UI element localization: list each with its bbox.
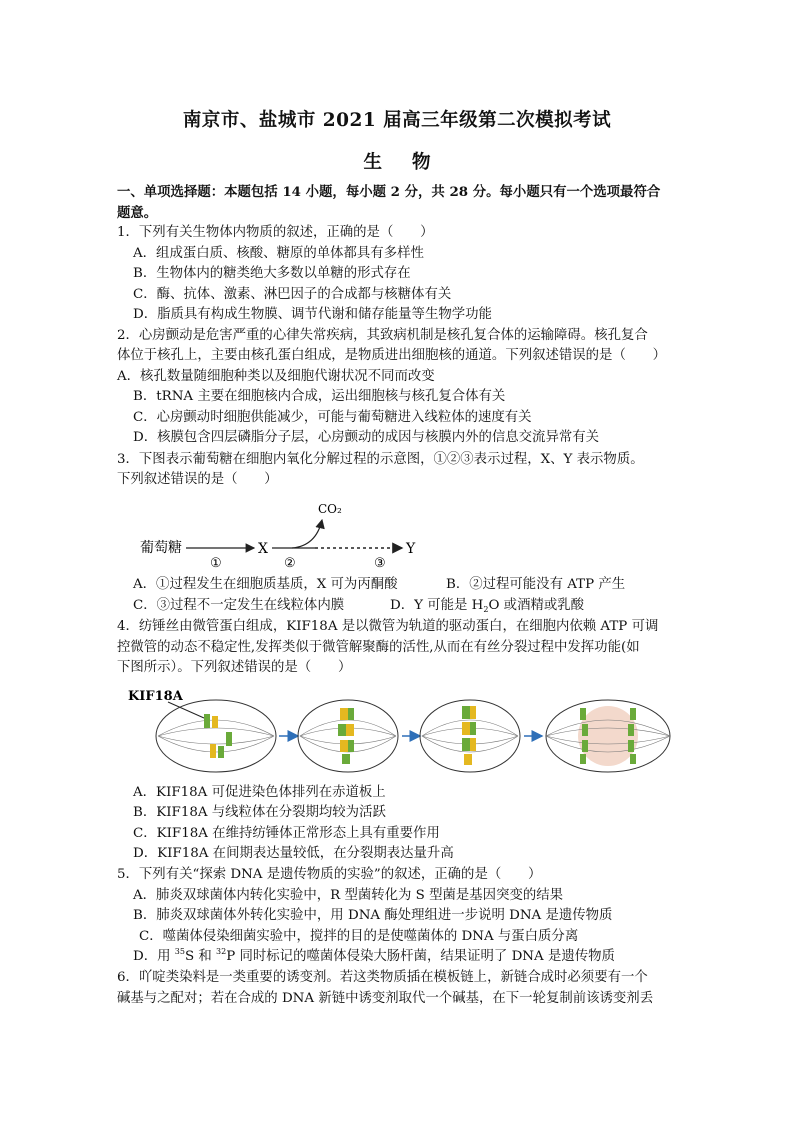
q3-co2-branch-arrow [292, 520, 322, 548]
q1-stem: 1．下列有关生物体内物质的叙述，正确的是（ ） [117, 225, 434, 240]
q4-cell-3 [420, 700, 520, 772]
q4-stem-line1: 4．纺锤丝由微管蛋白组成，KIF18A 是以微管为轨道的驱动蛋白，在细胞内依赖 ATP 可调 [117, 619, 659, 634]
q4-stem-line3: 下图所示）。下列叙述错误的是（ ） [117, 660, 352, 675]
q4-option-b: B．KIF18A 与线粒体在分裂期均较为活跃 [133, 805, 386, 820]
q3-step3-label: ③ [374, 556, 386, 571]
q6-stem-line1: 6．吖啶类染料是一类重要的诱变剂。若这类物质插在模板链上，新链合成时必须要有一个 [117, 970, 648, 985]
q4-mitosis-diagram [126, 684, 686, 780]
q3-step2-label: ② [284, 556, 296, 571]
q2-option-c: C．心房颤动时细胞供能减少，可能与葡萄糖进入线粒体的速度有关 [133, 410, 532, 425]
q3-option-a: A．①过程发生在细胞质基质，X 可为丙酮酸 [133, 577, 398, 592]
section-heading-line2: 题意。 [117, 205, 158, 221]
q4-stem-line2: 控微管的动态不稳定性,发挥类似于微管解聚酶的活性,从而在有丝分裂过程中发挥功能(如 [117, 640, 640, 655]
q3-step1-label: ① [210, 556, 222, 571]
q3-glucose-label: 葡萄糖 [140, 540, 182, 556]
q2-stem-line2: 体位于核孔上，主要由核孔蛋白组成，是物质进出细胞核的通道。下列叙述错误的是（ ） [117, 348, 667, 363]
q3-stem-line1: 3．下图表示葡萄糖在细胞内氧化分解过程的示意图，①②③表示过程，X、Y 表示物质。 [117, 452, 644, 467]
q1-option-c: C．酶、抗体、激素、淋巴因子的合成都与核糖体有关 [133, 287, 452, 302]
q5-stem: 5．下列有关“探索 DNA 是遗传物质的实验”的叙述，正确的是（ ） [117, 867, 542, 882]
q5-option-d: D．用 $^{35}$S 和 $^{32}$P 同时标记的噬菌体侵染大肠杆菌，结果证明了 DNA 是遗传物质 [133, 947, 615, 964]
subject-title: 生物 [363, 152, 461, 173]
q3-option-b: B．②过程可能没有 ATP 产生 [446, 577, 626, 592]
q3-y-label: Y [406, 541, 416, 557]
q1-option-b: B．生物体内的糖类绝大多数以单糖的形式存在 [133, 266, 411, 281]
section-heading-line1: 一、单项选择题：本题包括 14 小题，每小题 2 分，共 28 分。每小题只有一个选项最符合 [117, 184, 661, 200]
q1-option-a: A．组成蛋白质、核酸、糖原的单体都具有多样性 [133, 246, 424, 261]
q2-option-a: A．核孔数量随细胞种类以及细胞代谢状况不同而改变 [117, 369, 435, 384]
q3-option-d: D．Y 可能是 $H_2O$ 或酒精或乳酸 [390, 598, 585, 614]
q4-cell-1 [156, 700, 276, 772]
q3-x-label: X [258, 541, 268, 557]
q4-option-d: D．KIF18A 在间期表达量较低，在分裂期表达量升高 [133, 846, 454, 861]
q3-co2-label: CO₂ [318, 502, 342, 516]
q2-stem-line1: 2．心房颤动是危害严重的心律失常疾病，其致病机制是核孔复合体的运输障碍。核孔复合 [117, 328, 648, 343]
q4-cell-4 [546, 700, 670, 772]
q3-option-c: C．③过程不一定发生在线粒体内膜 [133, 598, 345, 613]
q4-cell-2 [298, 700, 398, 772]
q6-stem-line2: 碱基与之配对；若在合成的 DNA 新链中诱变剂取代一个碱基，在下一轮复制前该诱变剂丢 [117, 991, 654, 1006]
q4-option-c: C．KIF18A 在维持纺锤体正常形态上具有重要作用 [133, 826, 440, 841]
q5-option-a: A．肺炎双球菌体内转化实验中，R 型菌转化为 S 型菌是基因突变的结果 [133, 888, 564, 903]
q5-option-c: C．噬菌体侵染细菌实验中，搅拌的目的是使噬菌体的 DNA 与蛋白质分离 [139, 929, 579, 944]
q4-kif18a-label: KIF18A [128, 689, 183, 704]
q1-option-d: D．脂质具有构成生物膜、调节代谢和储存能量等生物学功能 [133, 307, 492, 322]
q3-glucose-pathway-diagram [140, 496, 440, 574]
q5-option-b: B．肺炎双球菌体外转化实验中，用 DNA 酶处理组进一步说明 DNA 是遗传物质 [133, 908, 613, 923]
exam-title: 南京市、盐城市 2021 届高三年级第二次模拟考试 [182, 110, 612, 131]
q2-option-b: B．tRNA 主要在细胞核内合成，运出细胞核与核孔复合体有关 [133, 389, 506, 404]
q3-stem-line2: 下列叙述错误的是（ ） [117, 472, 278, 487]
q2-option-d: D．核膜包含四层磷脂分子层，心房颤动的成因与核膜内外的信息交流异常有关 [133, 430, 600, 445]
q4-option-a: A．KIF18A 可促进染色体排列在赤道板上 [133, 785, 386, 800]
